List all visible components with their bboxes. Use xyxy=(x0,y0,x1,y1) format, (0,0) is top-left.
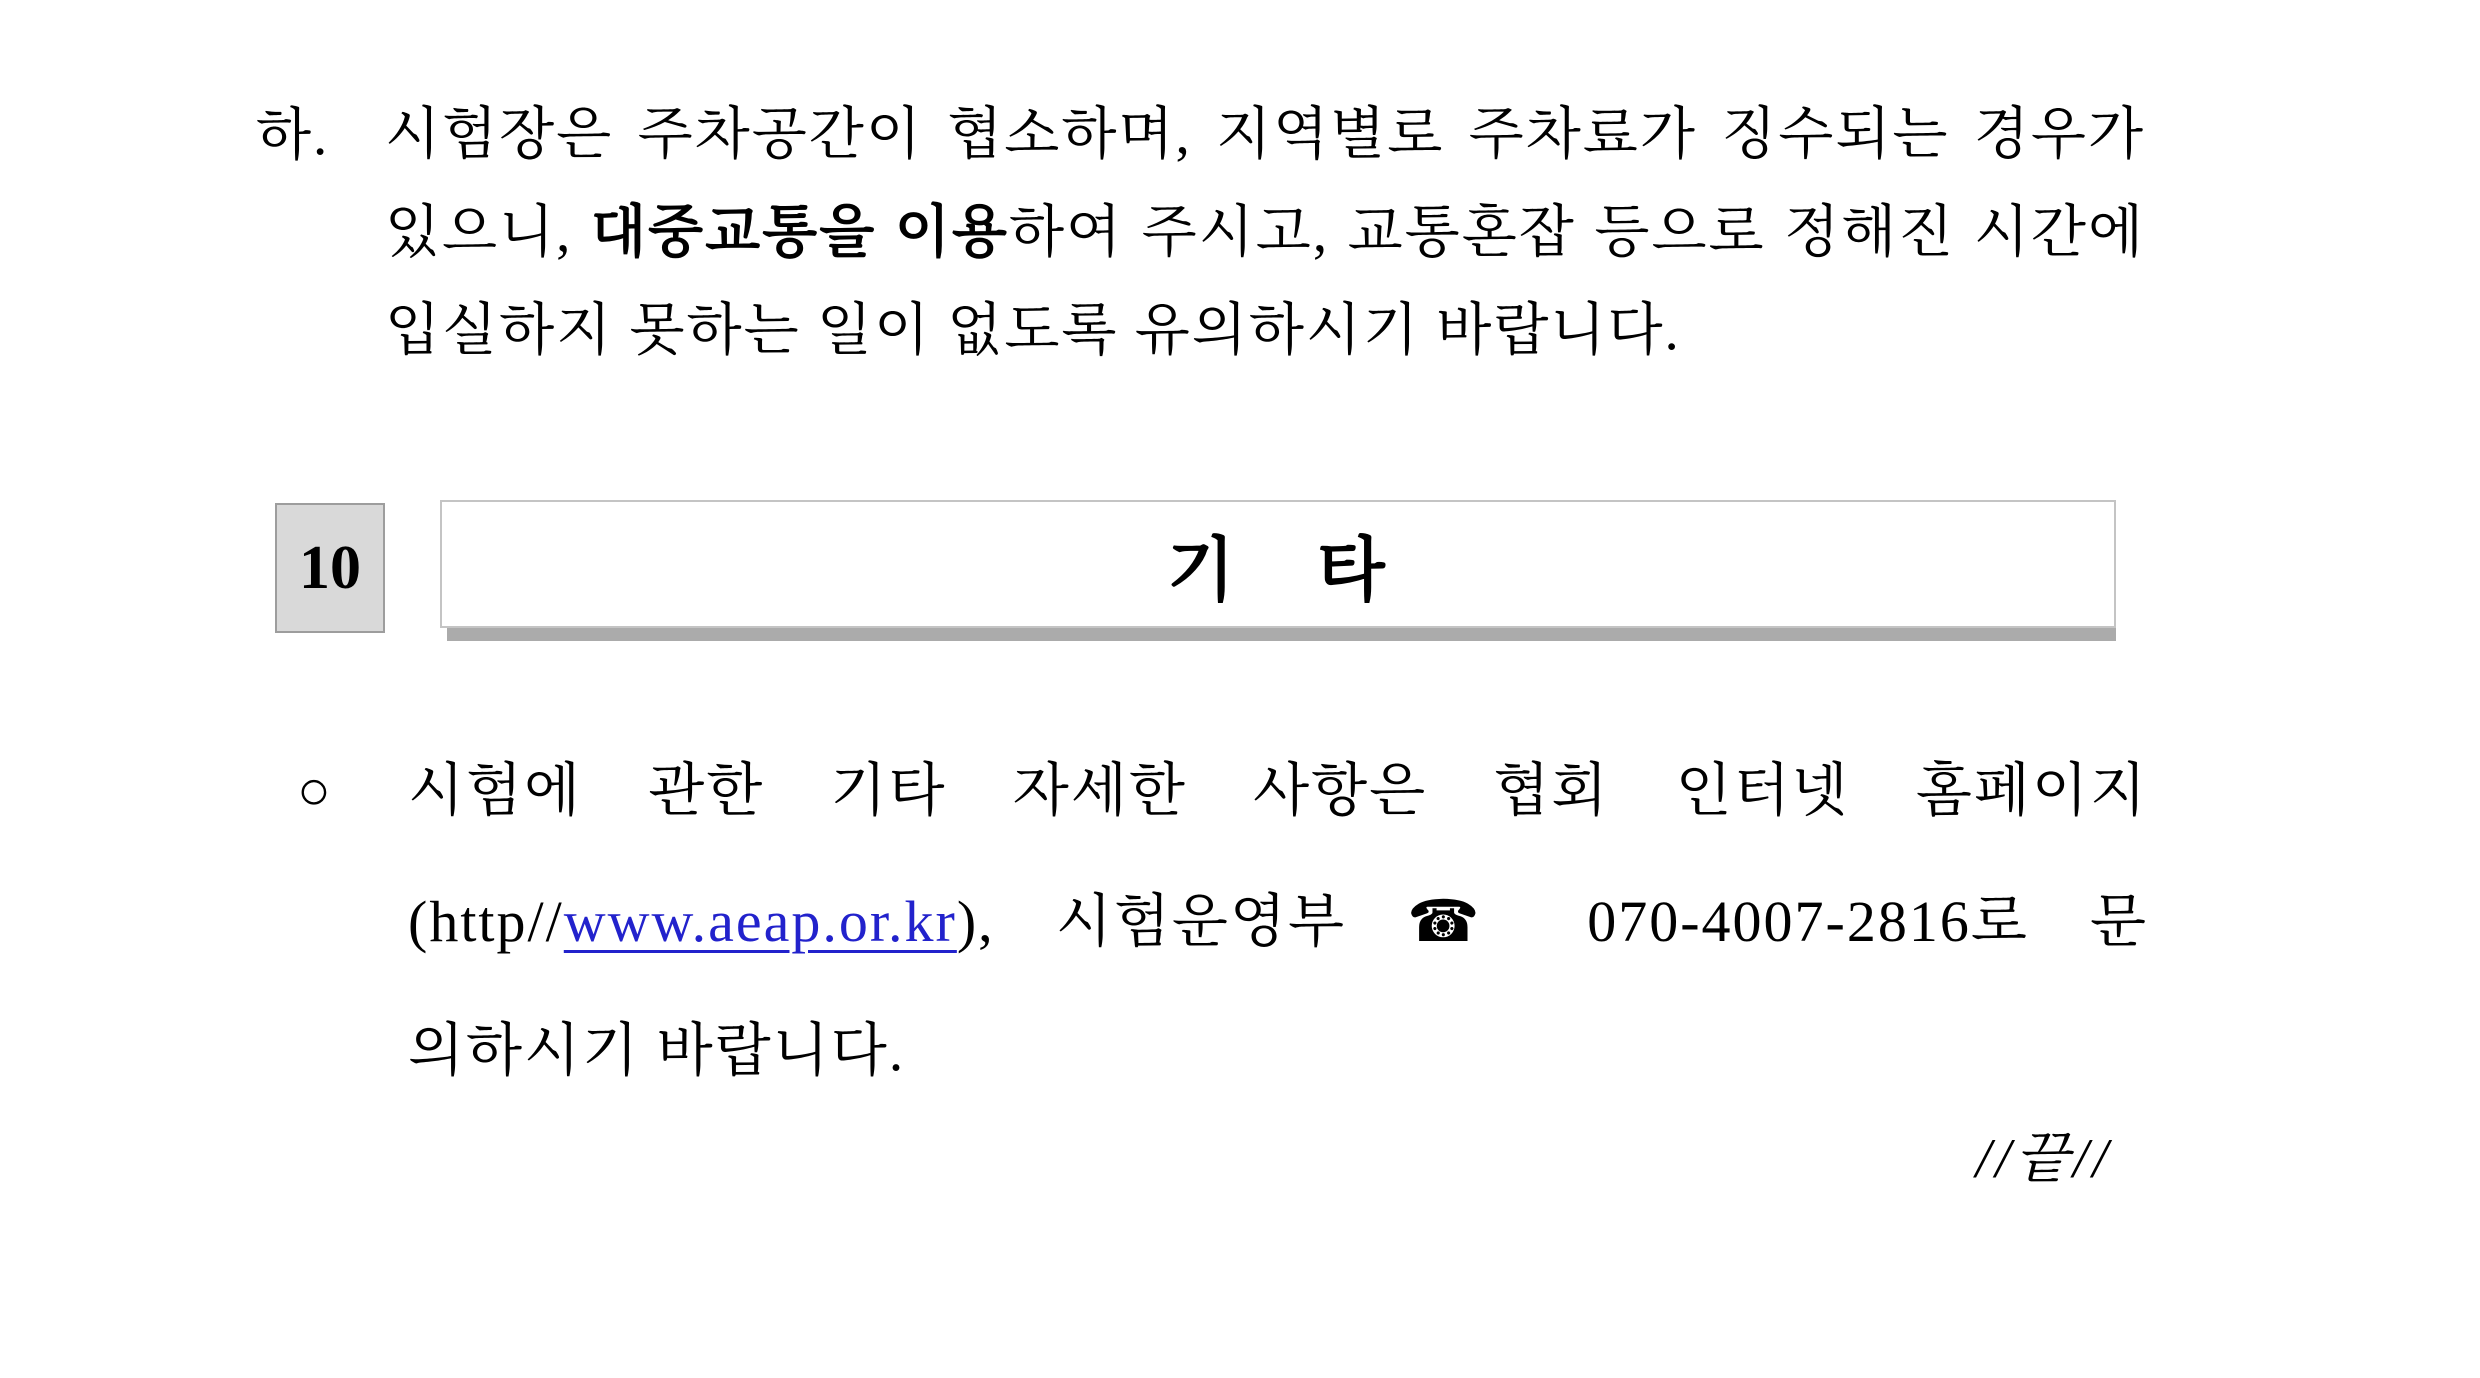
notice-paragraph xyxy=(408,726,2148,1116)
end-mark: //끝// xyxy=(1975,1128,2112,1190)
section-title-box xyxy=(440,500,2116,628)
section-number-box xyxy=(275,503,385,633)
notice-line-2 xyxy=(408,856,2148,986)
url-suffix: ), xyxy=(956,889,995,954)
phone-number: 070-4007-2816로 xyxy=(1587,889,2029,954)
paragraph-ha-line-1: 시험장은 주차공간이 협소하며, 지역별로 주차료가 징수되는 경우가 xyxy=(385,103,2145,166)
homepage-link[interactable]: www.aeap.or.kr xyxy=(563,889,957,954)
paragraph-ha-lines xyxy=(385,86,2145,380)
line2-tail: 문 xyxy=(2090,889,2149,954)
department-name: 시험운영부 xyxy=(1055,889,1346,954)
telephone-icon: ☎ xyxy=(1407,887,1527,955)
line2-pre: 있으니, xyxy=(385,201,573,264)
line2-post: 하여 주시고, 교통혼잡 등으로 정해진 시간에 xyxy=(1008,201,2146,264)
notice-line-1: 시험에 관한 기타 자세한 사항은 협회 인터넷 홈페이지 xyxy=(408,758,2148,823)
section-shadow-bar xyxy=(447,628,2116,641)
circle-bullet-icon: ○ xyxy=(297,760,331,822)
paragraph-ha-line-2 xyxy=(385,184,2145,282)
paragraph-ha-label: 하. xyxy=(256,104,330,167)
section-title: 기 타 xyxy=(1167,530,1389,609)
notice-line-3: 의하시기 바랍니다. xyxy=(408,1018,906,1083)
paragraph-ha-line-3: 입실하지 못하는 일이 없도록 유의하시기 바랍니다. xyxy=(385,299,1681,362)
line2-bold-segment: 대중교통을 이용 xyxy=(590,201,1009,264)
section-number: 10 xyxy=(299,533,361,602)
url-prefix: (http// xyxy=(408,889,564,954)
